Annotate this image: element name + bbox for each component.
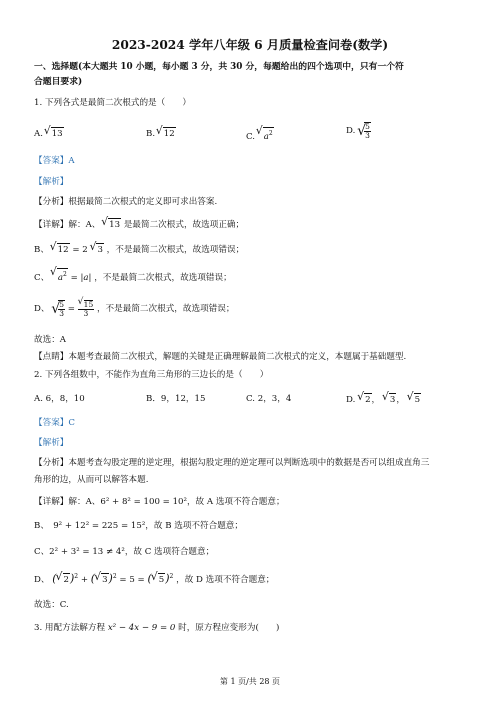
q2-analysis-tag: 【解析】 [34, 438, 69, 448]
page-title: 2023-2024 学年八年级 6 月质量检查问卷(数学) [111, 38, 389, 52]
q1-option-b-radical: √ 12 [155, 124, 175, 139]
q2-solution-a: 【详解】解：A、6² + 8² = 100 = 10²，故 A 选项不符合题意； [34, 497, 285, 507]
q2-option-b: B．9，12，15 [146, 394, 206, 404]
q1-option-c-label: C. [246, 131, 256, 142]
q1-stem: 1. 下列各式是最简二次根式的是（ ） [34, 98, 192, 108]
q2-analysis-line2: 角形的边，从而可以解答本题. [34, 475, 149, 485]
q2-answer-tag: 【答案】C [34, 418, 75, 428]
q1-option-d-radical: √ $\frac{5}{3}$ [357, 122, 370, 140]
q1-analysis-tag: 【解析】 [34, 177, 69, 187]
q1-solution-d: D、 √ $\frac{5}{3}$ = √ 15 3 ，不是最简二次根式，故选项错误； [34, 297, 235, 318]
q1-option-b-label: B. [146, 129, 156, 139]
q1-option-b [146, 124, 176, 140]
q1-option-d-label: D. [346, 126, 356, 136]
q2-solution-d: D、 ( √ 2)$^2$ + ( √ 3)$^2$ = 5 = ( √ 5)$^2$ ，故 D 选项不符合题意； [34, 569, 275, 585]
q1-solution-c: C、 √ $a^2 = |a|$ ，不是最简二次根式，故选项错误； [34, 265, 232, 283]
q2-solution-c: C、2² + 3² = 13 ≠ 4²，故 C 选项符合题意； [34, 547, 215, 557]
q1-solution-b: B、 √ 12 = 2 √ 3 ，不是最简二次根式，故选项错误； [34, 240, 245, 255]
q1-option-c-radical: √ $a^2$ [255, 124, 273, 142]
q2-solution-b: B、 9² + 12² = 225 = 15²，故 B 选项不符合题意； [34, 521, 243, 531]
q1-option-d [346, 122, 371, 140]
q2-option-c: C. 2，3，4 [246, 394, 292, 404]
q1-option-a-radical: √ 13 [43, 124, 63, 139]
q2-option-a: A. 6，8，10 [34, 394, 85, 404]
q1-option-c [246, 124, 274, 143]
q1-solution-a: 【详解】解：A、 √ 13 是最简二次根式，故选项正确； [34, 215, 245, 230]
q1-option-a-label: A. [34, 129, 43, 139]
q1-analysis-summary: 【分析】根据最简二次根式的定义即可求出答案. [34, 197, 218, 207]
section-heading-line1: 一、选择题(本大题共 10 小题，每小题 3 分，共 30 分，每题给出的四个选项中，只有一个符 [34, 62, 404, 72]
q2-conclusion: 故选：C. [34, 600, 69, 610]
q1-conclusion: 故选：A [34, 335, 66, 345]
page-footer: 第 1 页/共 28 页 [219, 677, 281, 686]
q2-solution-d-equation: ( √ 2)$^2$ + ( √ 3)$^2$ = 5 = ( √ 5)$^2$ [52, 569, 174, 585]
q2-stem: 2. 下列各组数中，不能作为直角三角形的三边长的是（ ） [34, 370, 269, 380]
q1-remark: 【点睛】本题考查最简二次根式，解题的关键是正确理解最简二次根式的定义，本题属于基础题型. [34, 352, 407, 362]
q3-stem: 3. 用配方法解方程 x² − 4x − 9 = 0 时，原方程应变形为( ) [34, 623, 280, 633]
q1-option-a [34, 124, 64, 140]
q2-analysis-line1: 【分析】本题考查勾股定理的逆定理，根据勾股定理的逆定理可以判断选项中的数据是否可以组成直角三 [34, 458, 430, 468]
section-heading-line2: 合题目要求) [34, 77, 83, 87]
q2-option-d: D. √ 2， √ 3， √ 5 [346, 390, 421, 405]
q1-answer-tag: 【答案】A [34, 156, 75, 166]
